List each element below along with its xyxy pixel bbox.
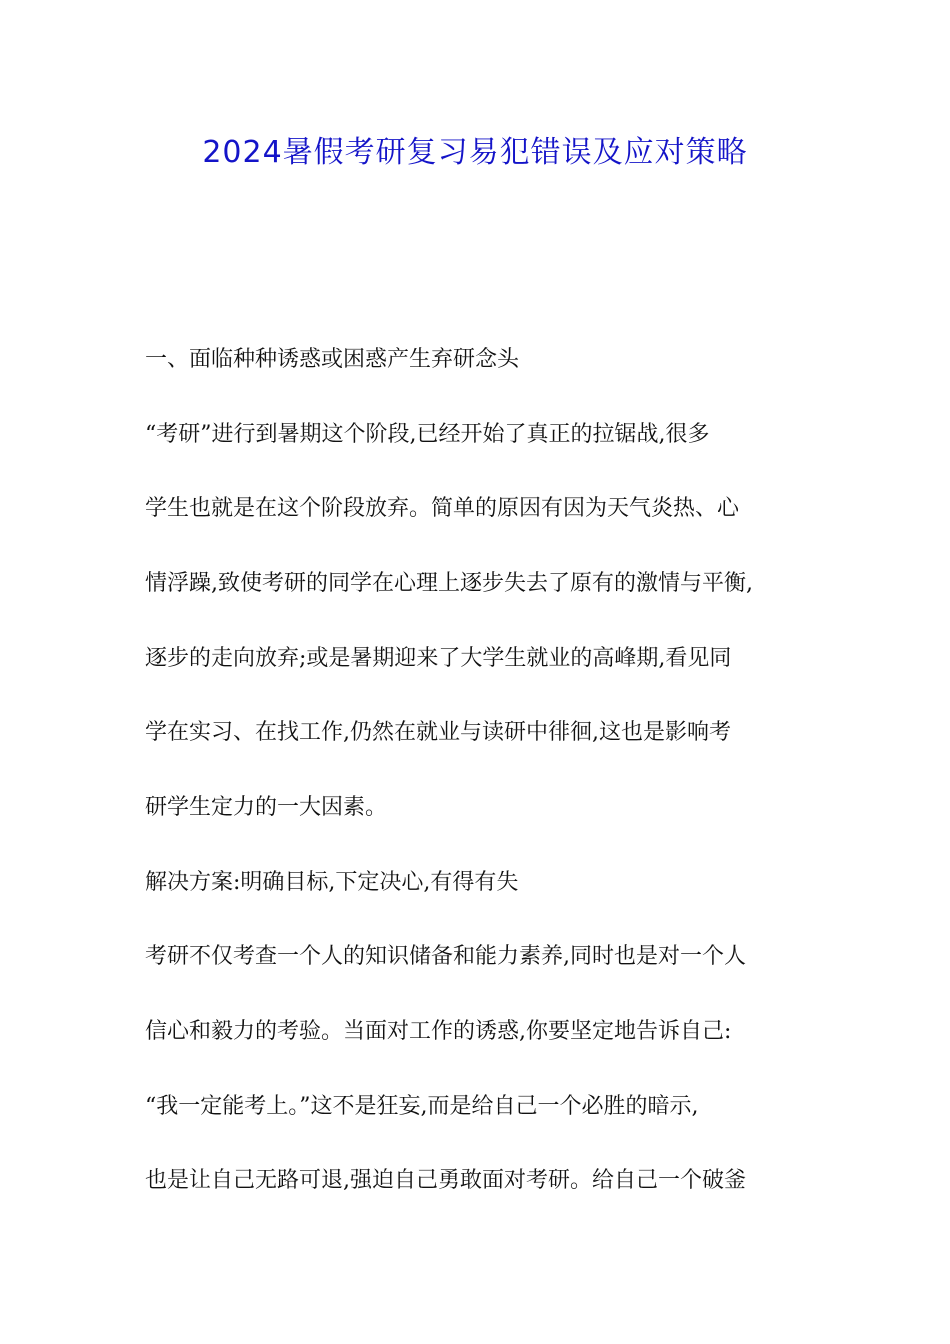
- paragraph-line: 也是让自己无路可退,强迫自己勇敢面对考研。给自己一个破釜: [145, 1168, 746, 1193]
- paragraph-line: 信心和毅力的考验。当面对工作的诱惑,你要坚定地告诉自己:: [145, 1019, 732, 1044]
- paragraph-line: 研学生定力的一大因素。: [145, 795, 388, 820]
- paragraph-line: “考研”进行到暑期这个阶段,已经开始了真正的拉锯战,很多: [145, 422, 710, 447]
- section-heading: 一、面临种种诱惑或困惑产生弃研念头: [145, 347, 520, 372]
- document-title: 2024暑假考研复习易犯错误及应对策略: [202, 135, 748, 170]
- paragraph-line: 学生也就是在这个阶段放弃。简单的原因有因为天气炎热、心: [145, 496, 740, 521]
- solution-heading: 解决方案:明确目标,下定决心,有得有失: [145, 870, 519, 895]
- paragraph-line: 逐步的走向放弃;或是暑期迎来了大学生就业的高峰期,看见同: [145, 646, 732, 671]
- paragraph-line: “我一定能考上。”这不是狂妄,而是给自己一个必胜的暗示,: [145, 1094, 699, 1119]
- paragraph-line: 情浮躁,致使考研的同学在心理上逐步失去了原有的激情与平衡,: [145, 571, 753, 596]
- paragraph-line: 考研不仅考查一个人的知识储备和能力素养,同时也是对一个人: [145, 944, 746, 969]
- paragraph-line: 学在实习、在找工作,仍然在就业与读研中徘徊,这也是影响考: [145, 720, 731, 745]
